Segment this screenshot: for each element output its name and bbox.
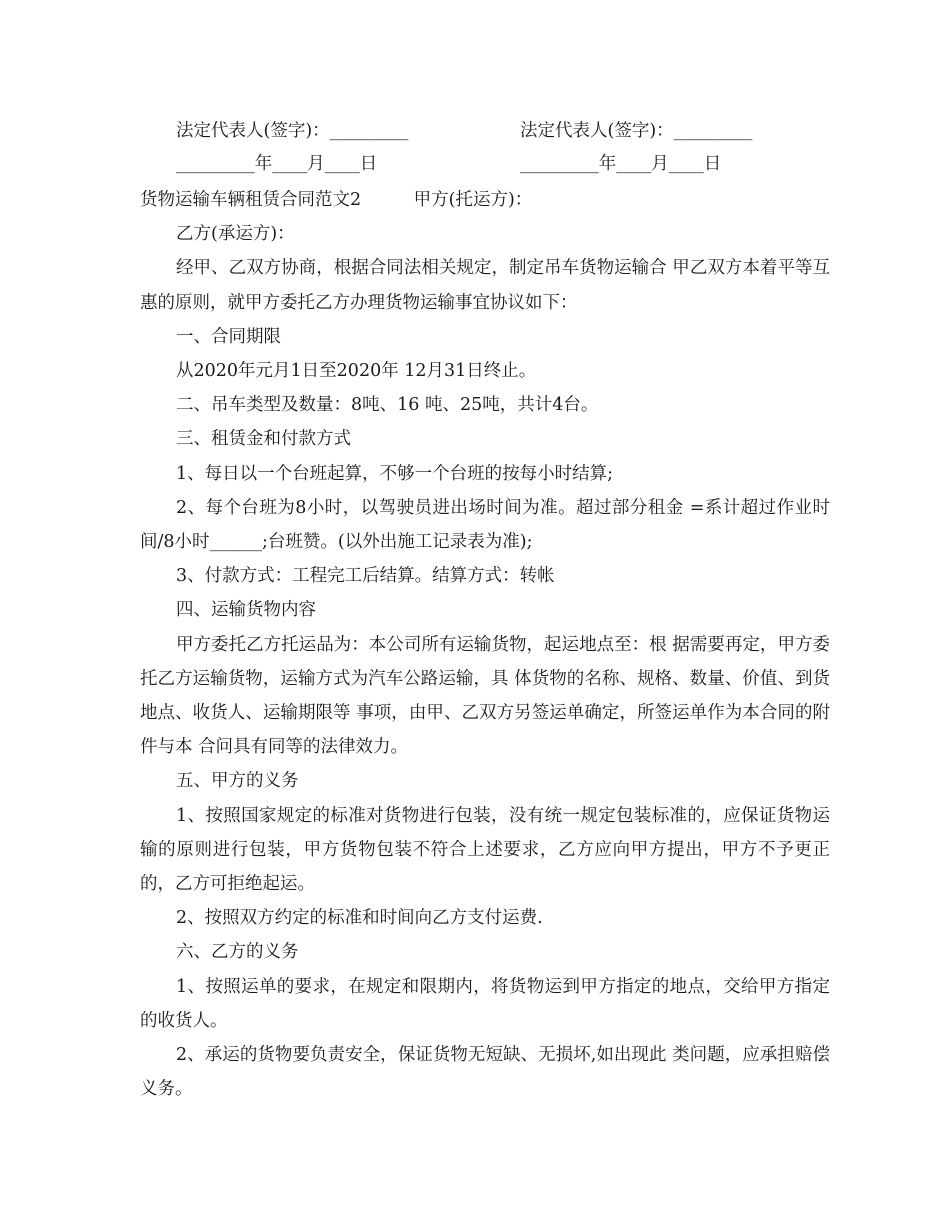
party-a-representative-signature: 法定代表人(签字)：_________	[176, 121, 409, 141]
intro-paragraph: 经甲、乙双方协商，根据合同法相关规定，制定吊车货物运输合 甲乙双方本着平等互惠的原则，就甲方委托乙方办理货物运输事宜协议如下：	[140, 258, 830, 313]
section-2-heading: 二、吊车类型及数量：8吨、16 吨、25吨，共计4台。	[176, 395, 599, 416]
signature-row	[0, 116, 950, 146]
section-5-item-1: 1、按照国家规定的标准对货物进行包装，没有统一规定包装标准的，应保证货物运输的原则进行包装，甲方货物包装不符合上述要求，乙方应向甲方提出，甲方不予更正的，乙方可拒绝起运。	[140, 805, 830, 895]
party-a-signature-date: _________年____月____日	[176, 154, 378, 174]
party-b-signature-date: _________年____月____日	[520, 154, 722, 174]
section-1-heading: 一、合同期限	[176, 326, 281, 347]
section-6-item-2: 2、承运的货物要负责安全，保证货物无短缺、无损坏,如出现此 类问题，应承担赔偿义务。	[140, 1045, 830, 1100]
party-b-representative-signature: 法定代表人(签字)：_________	[520, 121, 753, 141]
section-3-heading: 三、租赁金和付款方式	[176, 429, 351, 450]
section-5-heading: 五、甲方的义务	[176, 771, 299, 792]
section-6-item-1: 1、按照运单的要求，在规定和限期内，将货物运到甲方指定的地点，交给甲方指定的收货人。	[140, 976, 830, 1031]
contract-title-line: 货物运输车辆租赁合同范文2 甲方(托运方)：	[140, 190, 533, 210]
signature-date-row	[0, 149, 950, 179]
section-4-heading: 四、运输货物内容	[176, 600, 316, 621]
section-6-heading: 六、乙方的义务	[176, 942, 299, 963]
section-3-item-3: 3、付款方式：工程完工后结算。结算方式：转帐	[176, 566, 555, 587]
contract-body	[140, 183, 830, 1106]
party-b-line: 乙方(承运方)：	[176, 224, 295, 245]
section-1-text: 从2020年元月1日至2020年 12月31日终止。	[176, 361, 537, 382]
section-3-item-1: 1、每日以一个台班起算，不够一个台班的按每小时结算;	[176, 463, 614, 484]
section-3-item-2: 2、每个台班为8小时，以驾驶员进出场时间为准。超过部分租金 =系计超过作业时间/8小时______;台班赞。(以外出施工记录表为准);	[140, 497, 830, 553]
section-4-text: 甲方委托乙方托运品为：本公司所有运输货物，起运地点至：根 据需要再定，甲方委托乙方运输货物，运输方式为汽车公路运输，具 体货物的名称、规格、数量、价值、到货地点、收货人、运输期限等 事项，由甲、乙双方另签运单确定，所签运单作为本合同的附件与本 合问具有同等的法律效力。	[140, 634, 830, 758]
section-5-item-2: 2、按照双方约定的标准和时间向乙方支付运费.	[176, 908, 543, 929]
